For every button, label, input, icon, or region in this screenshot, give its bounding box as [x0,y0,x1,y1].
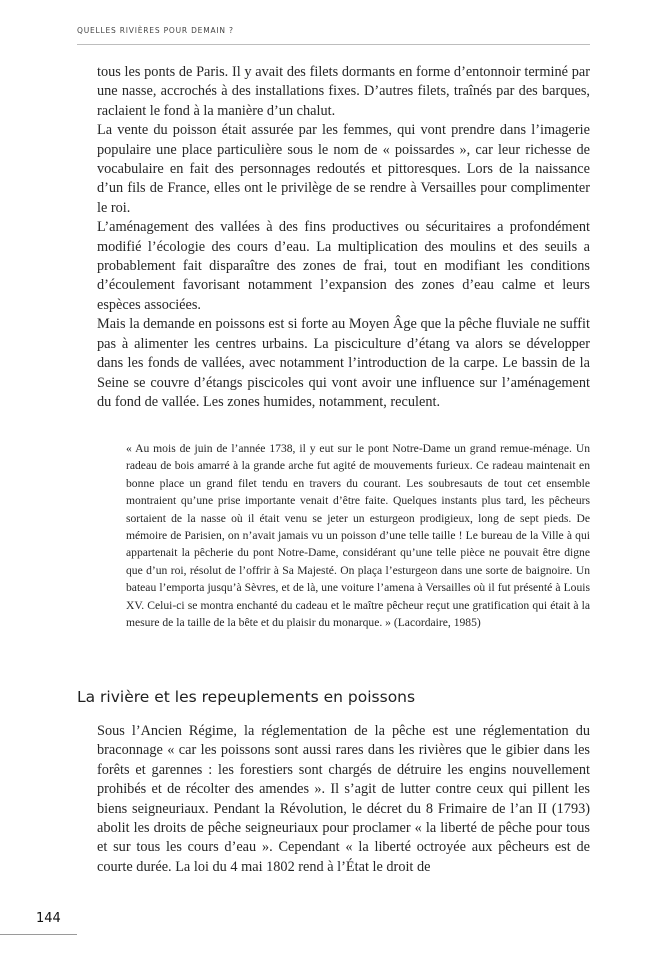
page-number: 144 [36,911,61,926]
body-paragraph: La vente du poisson était assurée par les femmes, qui vont prendre dans l’imagerie populaire une place particulière sous le nom de « poissardes », car leur richesse de vocabulaire en fait des personnages redoutés et pittoresques. Lors de la naissance d’un fils de France, elles ont le privilège de se rendre à Versailles pour complimenter le roi. [97,122,590,216]
body-paragraph: tous les ponts de Paris. Il y avait des filets dormants en forme d’entonnoir terminé par une nasse, accrochés à des installations fixes. D’autres filets, traînés par des barques, raclaient le fond à la manière d’un chalut. [97,64,590,119]
section-text [97,722,590,877]
section-heading: La rivière et les repeuplements en poissons [77,688,416,706]
quote-text: « Au mois de juin de l’année 1738, il y eut sur le pont Notre-Dame un grand remue-ménage. Un radeau de bois amarré à la grande arche fut agité de mouvements furieux. Ce radeau maintenait en bonne place un grand filet tendu en travers du courant. Les soubresauts de tout cet ensemble montraient qu’une prise importante venait d’être faite. Quelques instants plus tard, les pêcheurs sortaient de la nasse où il était venu se jeter un esturgeon prodigieux, long de sept pieds. De mémoire de Parisien, on n’avait jamais vu un poisson d’une telle taille ! Le bureau de la Ville à qui appartenait la pêcherie du pont Notre-Dame, considérant qu’une telle pièce ne pouvait être digne que d’un roi, résolut de l’offrir à Sa Majesté. On plaça l’esturgeon dans une sorte de baignoire. Un bateau l’emporta jusqu’à Sèvres, et de là, une voiture l’amena à Versailles où il fut présenté à Louis XV. Celui-ci se montra enchanté du cadeau et le maître pêcheur reçut une gratification qui était à la mesure de la taille de la bête et du plaisir du monarque. » (Lacordaire, 1985) [126,442,590,630]
footer-divider [0,934,77,935]
running-head: QUELLES RIVIÈRES POUR DEMAIN ? [77,26,234,35]
body-text [97,63,590,412]
header-divider [77,44,590,45]
body-paragraph: L’aménagement des vallées à des fins productives ou sécuritaires a profondément modifié l’écologie des cours d’eau. La multiplication des moulins et des seuils a probablement fait disparaître des zones de frai, tout en modifiant les conditions d’écoulement favorisant notamment l’expansion des zones d’eau calme et leurs espèces associées. [97,219,590,313]
section-paragraph: Sous l’Ancien Régime, la réglementation de la pêche est une réglementation du braconnage « car les poissons sont aussi rares dans les rivières que le gibier dans les forêts et garennes : les forestiers sont chargés de détruire les engins nouvellement prohibés et de récolter des amendes ». Il s’agit de lutter contre ceux qui pillent les biens seigneuriaux. Pendant la Révolution, le décret du 8 Frimaire de l’an II (1793) abolit les droits de pêche seigneuriaux pour proclamer « la liberté de pêche pour tous et sur tous les cours d’eau ». Cependant « la liberté octroyée aux pêcheurs est de courte durée. La loi du 4 mai 1802 rend à l’État le droit de [97,723,590,875]
block-quote [126,440,590,631]
body-paragraph: Mais la demande en poissons est si forte au Moyen Âge que la pêche fluviale ne suffit pas à alimenter les centres urbains. La pisciculture d’étang va alors se développer dans les fonds de vallées, avec notamment l’introduction de la carpe. Le bassin de la Seine se couvre d’étangs piscicoles qui vont avoir une influence sur l’aménagement du fond de vallée. Les zones humides, notamment, reculent. [97,316,590,410]
